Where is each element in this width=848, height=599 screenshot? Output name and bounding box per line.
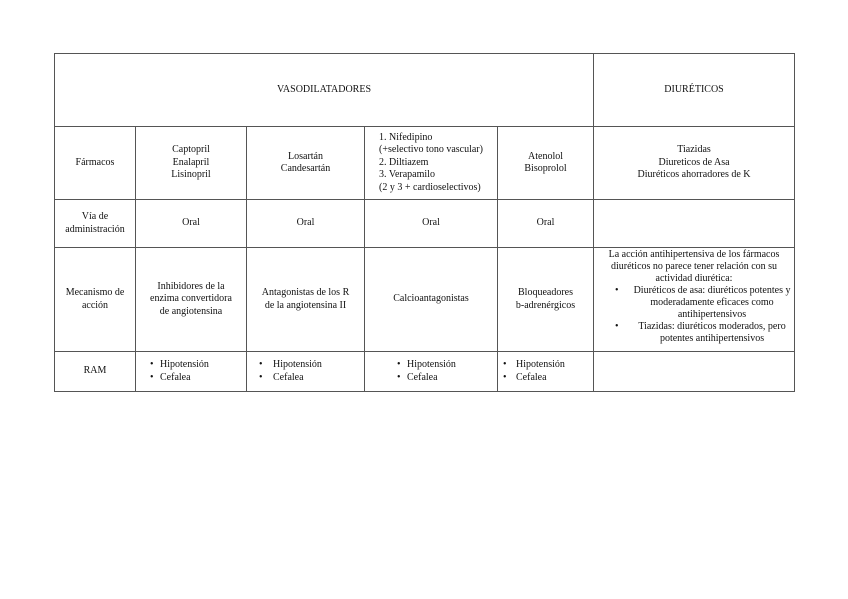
- list-item: • Diuréticos de asa: diuréticos potentes y moderadamente eficaces como antihipertensivos: [615, 285, 791, 320]
- list-item: • Cefalea: [259, 371, 304, 383]
- list-item: • Tiazidas: diuréticos moderados, pero potentes antihipertensivos: [615, 321, 786, 344]
- bullet-icon: •: [259, 371, 263, 383]
- drug-note: (2 y 3 + cardioselectivos): [379, 181, 481, 193]
- drug-name: Diuréticos ahorradores de K: [637, 169, 751, 181]
- bullet-icon: •: [615, 285, 619, 296]
- drug-name: Losartán: [288, 150, 323, 162]
- diureticos-header: DIURÉTICOS: [594, 54, 795, 127]
- drug-name: Lisinopril: [171, 169, 211, 181]
- drug-name: 3. Verapamilo: [379, 169, 435, 181]
- ram-list: [397, 359, 494, 384]
- ram-list: [259, 359, 361, 384]
- drug-name: Captopril: [172, 144, 210, 156]
- mecanismo-list: [597, 285, 791, 345]
- farmacos-cell-diureticos: [594, 127, 795, 200]
- farmacos-cell-beta: [498, 127, 594, 200]
- vasodilatadores-header: VASODILATADORES: [55, 54, 594, 127]
- list-item: • Cefalea: [503, 371, 547, 383]
- drug-note: (+selectivo tono vascular): [379, 144, 483, 156]
- bullet-icon: •: [615, 321, 619, 332]
- ram-cell: [498, 352, 594, 392]
- ram-cell: [136, 352, 247, 392]
- mecanismo-intro: La acción antihipertensiva de los fármacos diuréticos no parece tener relación con su actividad diurética:: [608, 249, 780, 284]
- mecanismo-label: Mecanismo de acción: [55, 248, 136, 352]
- bullet-icon: •: [259, 359, 263, 370]
- ram-cell-empty: [594, 352, 795, 392]
- via-cell: Oral: [498, 200, 594, 248]
- mecanismo-cell-beta: Bloqueadores b-adrenérgicos: [498, 248, 594, 352]
- drug-name: Tiazidas: [677, 144, 711, 156]
- via-cell: Oral: [365, 200, 498, 248]
- farmacos-cell-calcio: [365, 127, 498, 200]
- list-item: • Hipotensión: [150, 359, 209, 370]
- farmacos-label: Fármacos: [55, 127, 136, 200]
- bullet-icon: •: [397, 359, 401, 370]
- bullet-icon: •: [503, 359, 507, 370]
- via-cell: [594, 200, 795, 248]
- mecanismo-cell-calcio: Calcioantagonistas: [365, 248, 498, 352]
- bullet-icon: •: [150, 371, 154, 383]
- list-item: • Hipotensión: [503, 359, 565, 370]
- ram-cell: [247, 352, 365, 392]
- bullet-icon: •: [150, 359, 154, 370]
- via-label: Vía de administración: [55, 200, 136, 248]
- drug-name: 2. Diltiazem: [379, 156, 429, 168]
- bullet-icon: •: [503, 371, 507, 383]
- drug-name: Atenolol: [528, 150, 563, 162]
- drug-name: Candesartán: [280, 163, 331, 174]
- ram-label: RAM: [55, 352, 136, 392]
- list-item: • Hipotensión: [259, 359, 322, 370]
- mecanismo-cell-diureticos: [594, 248, 795, 352]
- drug-name: Enalapril: [172, 156, 210, 168]
- farmacos-cell-ieca: [136, 127, 247, 200]
- ram-cell: [365, 352, 498, 392]
- drug-name: Diureticos de Asa: [658, 156, 730, 168]
- via-cell: Oral: [136, 200, 247, 248]
- mecanismo-cell-ieca: Inhibidores de la enzima convertidora de angiotensina: [136, 248, 247, 352]
- bullet-icon: •: [397, 371, 401, 383]
- drug-comparison-table: [54, 53, 795, 392]
- ram-row: [55, 352, 795, 392]
- list-item: • Cefalea: [397, 371, 438, 383]
- via-cell: Oral: [247, 200, 365, 248]
- drug-name: 1. Nifedipino: [379, 131, 433, 143]
- calcio-drug-list: [379, 132, 483, 195]
- list-item: • Hipotensión: [397, 359, 456, 370]
- drug-name: Bisoprolol: [524, 163, 567, 174]
- farmacos-row: [55, 127, 795, 200]
- ram-list: [503, 359, 590, 384]
- table-header-row: [55, 54, 795, 127]
- farmacos-cell-ara2: [247, 127, 365, 200]
- list-item: • Cefalea: [150, 371, 191, 383]
- mecanismo-row: [55, 248, 795, 352]
- mecanismo-cell-ara2: Antagonistas de los R de la angiotensina II: [247, 248, 365, 352]
- ram-list: [150, 359, 243, 384]
- via-row: [55, 200, 795, 248]
